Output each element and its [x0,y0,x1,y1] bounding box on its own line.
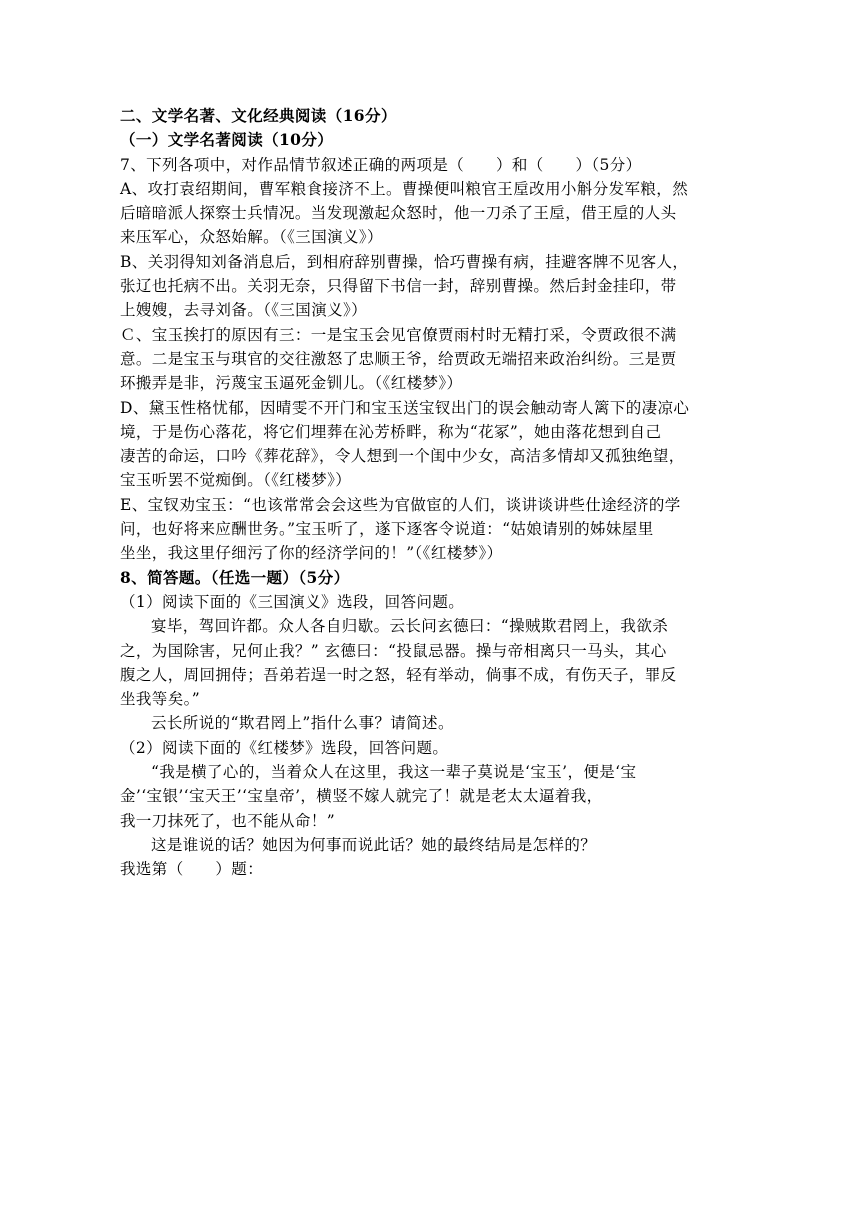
option-e-line: 问，也好将来应酬世务。”宝玉听了，遂下逐客令说道：“姑娘请别的姊妹屋里 [120,520,654,539]
passage-line: 坐我等矣。” [120,690,201,709]
part-2-intro: （2）阅读下面的《红楼梦》选段，回答问题。 [120,738,449,757]
choice-line: 我选第（ ）题： [120,860,264,879]
option-e-line: E、宝钗劝宝玉：“也该常常会会这些为官做宦的人们，谈讲谈讲些仕途经济的学 [120,495,681,514]
option-c-line: Ｃ、宝玉挨打的原因有三：一是宝玉会见官僚贾雨村时无精打采，令贾政很不满 [120,325,677,344]
option-b-line: B、关羽得知刘备消息后，到相府辞别曹操，恰巧曹操有病，挂避客牌不见客人， [120,252,689,271]
option-b [120,250,742,323]
subsection-heading: （一）文学名著阅读（10分） [120,130,334,150]
option-a-line: 来压军心，众怒始解。（《三国演义》） [120,228,383,247]
part-2-passage [120,760,742,833]
option-a [120,177,742,250]
passage-line: “我是横了心的，当着众人在这里，我这一辈子莫说是‘宝玉’，便是‘宝 [151,763,637,782]
option-d-line: 凄苦的命运，口吟《葬花辞》，令人想到一个闺中少女，高洁多情却又孤独绝望， [120,447,685,466]
passage-line: 金’‘宝银’‘宝天王’‘宝皇帝’，横竖不嫁人就完了！就是老太太逼着我， [120,787,603,806]
part-1-passage [120,614,742,711]
passage-line: 宴毕，驾回许都。众人各自归歇。云长问玄德曰：“操贼欺君罔上，我欲杀 [151,617,669,636]
option-a-line: 后暗暗派人探察士兵情况。当发现激起众怒时，他一刀杀了王垕，借王垕的人头 [120,204,677,223]
option-b-line: 张辽也托病不出。关羽无奈，只得留下书信一封，辞别曹操。然后封金挂印，带 [120,277,677,296]
passage-line: 之，为国除害，兄何止我？” 玄德曰：“投鼠忌器。操与帝相离只一马头，其心 [120,641,667,660]
part-1-question: 云长所说的“欺君罔上”指什么事？请简述。 [151,714,454,733]
option-b-line: 上嫂嫂，去寻刘备。（《三国演义》） [120,301,368,320]
option-d-line: D、黛玉性格忧郁，因晴雯不开门和宝玉送宝钗出门的误会触动寄人篱下的凄凉心 [120,398,690,417]
option-d-line: 境，于是伤心落花，将它们埋葬在沁芳桥畔，称为“花冢”，她由落花想到自己 [120,422,662,441]
part-1-intro: （1）阅读下面的《三国演义》选段，回答问题。 [120,592,465,611]
option-e [120,493,742,566]
option-d-line: 宝玉听罢不觉痴倒。（《红楼梦》） [120,471,352,490]
exam-page [120,104,742,882]
option-a-line: A、攻打袁绍期间，曹军粮食接济不上。曹操便叫粮官王垕改用小斛分发军粮，然 [120,179,689,198]
option-e-line: 坐坐，我这里仔细污了你的经济学问的！”（《红楼梦》） [120,544,503,563]
option-c-line: 环搬弄是非，污蔑宝玉逼死金钏儿。（《红楼梦》） [120,374,463,393]
part-2-question: 这是谁说的话？她因为何事而说此话？她的最终结局是怎样的？ [151,835,597,854]
section-heading: 二、文学名著、文化经典阅读（16分） [120,106,397,125]
option-c-line: 意。二是宝玉与琪官的交往激怒了忠顺王爷，给贾政无端招来政治纠纷。三是贾 [120,349,677,368]
question-7-stem: 7、下列各项中，对作品情节叙述正确的两项是（ ）和（ ）（5分） [120,155,642,174]
question-8-stem: 8、简答题。（任选一题）（5分） [120,567,350,587]
option-d [120,396,742,493]
option-c [120,323,742,396]
passage-line: 腹之人，周回拥侍；吾弟若逞一时之怒，轻有举动，倘事不成，有伤天子，罪反 [120,665,677,684]
passage-line: 我一刀抹死了，也不能从命！” [120,811,336,830]
